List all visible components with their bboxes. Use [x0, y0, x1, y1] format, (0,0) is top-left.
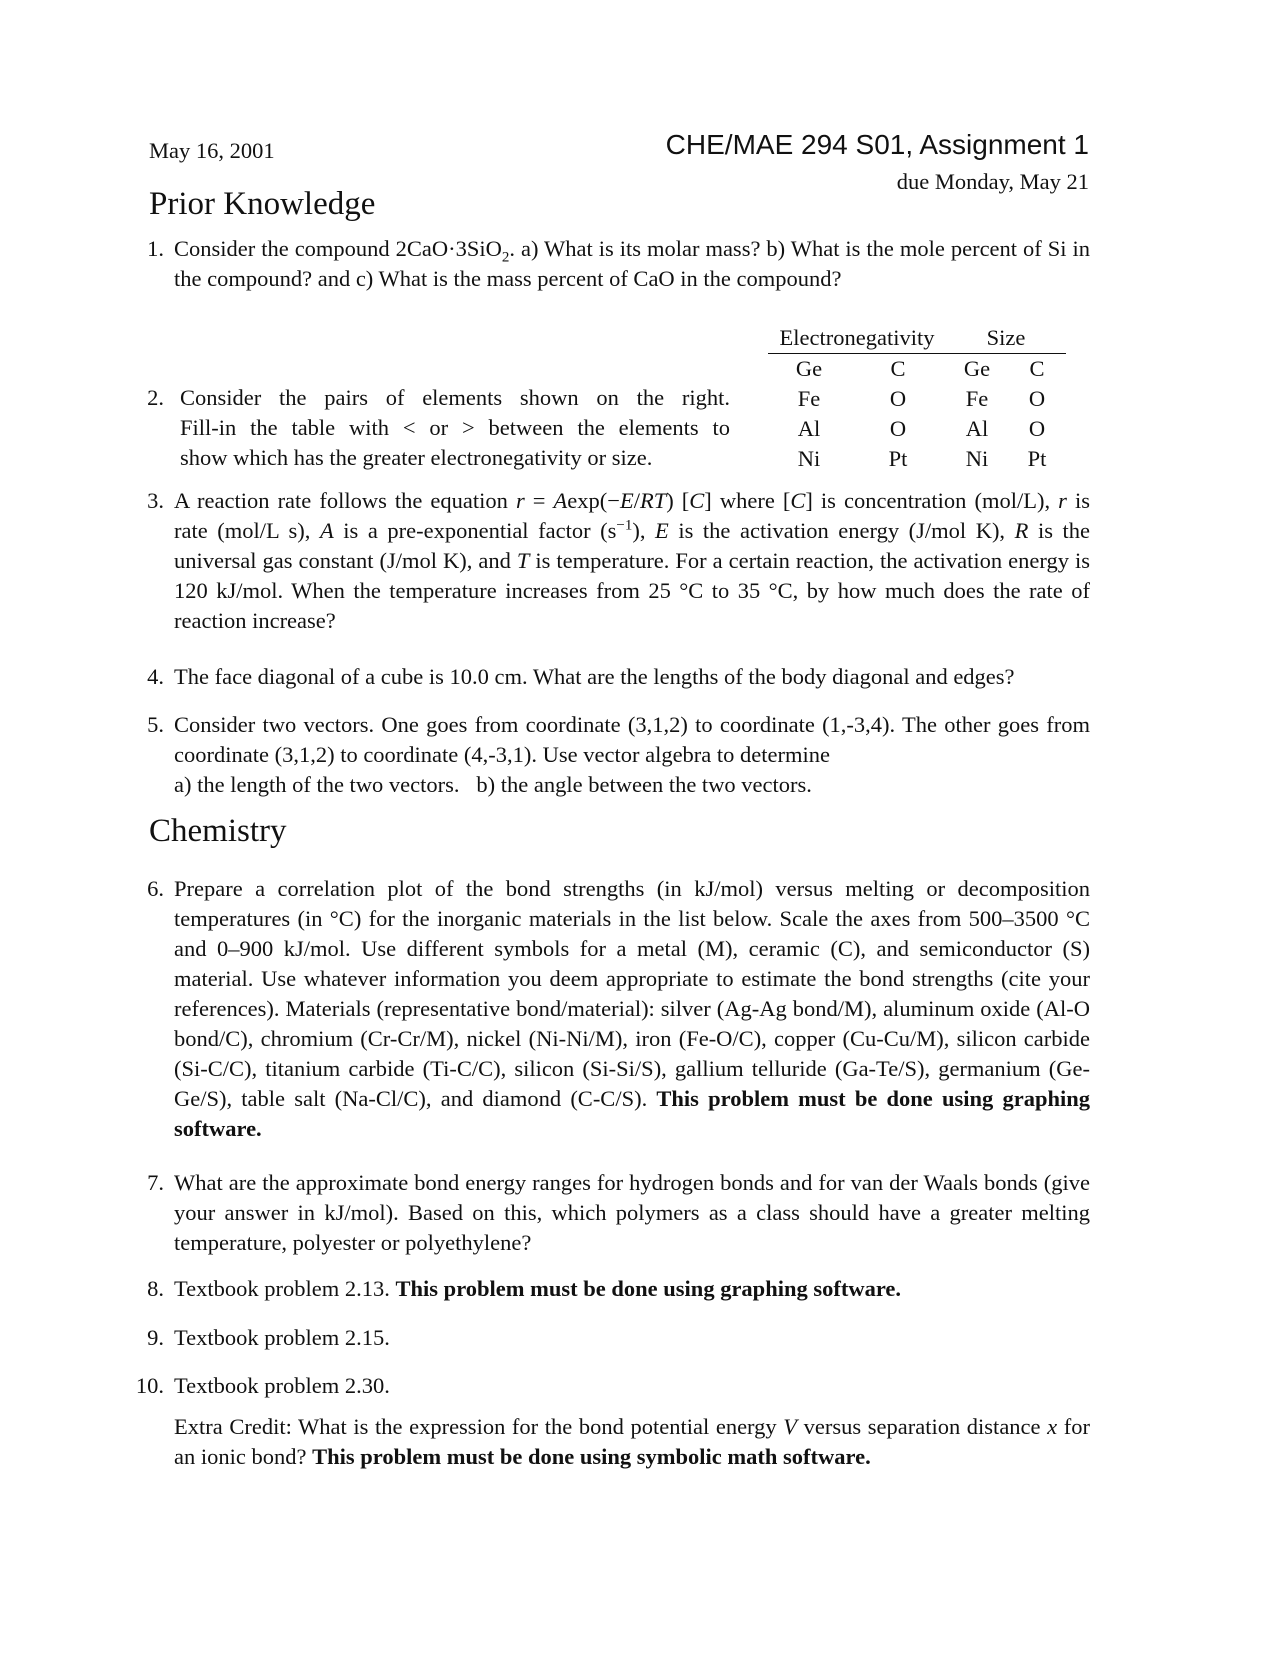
table-row: Al O Al O: [797, 416, 1046, 441]
extra-credit-text: Extra Credit: What is the expression for the bond potential energy V versus separation distance x for an ionic bond? This problem must be done using symbolic math software.: [174, 1414, 1090, 1469]
course-title: CHE/MAE 294 S01, Assignment 1: [665, 129, 1089, 160]
problem-number: 10.: [135, 1373, 164, 1398]
problem-number: 9.: [147, 1325, 164, 1350]
problem-text: Prepare a correlation plot of the bond strengths (in kJ/mol) versus melting or decomposition temperatures (in °C) for the inorganic materials in the list below. Scale the axes from 500–3500 °C and 0–900 kJ/mol. Use different symbols for a metal (M), ceramic (C), and semiconductor (S) material. Use whatever information you deem appropriate to estimate the bond strengths (cite your references). Materials (representative bond/material): silver (Ag-Ag bond/M), aluminum oxide (Al-O bond/C), chromium (Cr-Cr/M), nickel (Ni-Ni/M), iron (Fe-O/C), copper (Cu-Cu/M), silicon carbide (Si-C/C), titanium carbide (Ti-C/C), silicon (Si-Si/S), gallium telluride (Ga-Te/S), germanium (Ge-Ge/S), table salt (Na-Cl/C), and diamond (C-C/S). This problem must be done using graphing software.: [174, 876, 1090, 1141]
problem-number: 1.: [147, 236, 164, 261]
problem-text: What are the approximate bond energy ranges for hydrogen bonds and for van der Waals bonds (give your answer in kJ/mol). Based on this, which polymers as a class should have a greater melting temperature, polyester or polyethylene?: [174, 1170, 1090, 1255]
table-header-size: Size: [946, 323, 1066, 354]
problem-2: [130, 383, 730, 473]
problem-text: Consider two vectors. One goes from coordinate (3,1,2) to coordinate (1,-3,4). The other goes from coordinate (3,1,2) to coordinate (4,-3,1). Use vector algebra to determine a) the length of the two vectors. b) the angle between the two vectors.: [174, 712, 1090, 797]
problem-number: 4.: [147, 664, 164, 689]
problem-8: [130, 1274, 1090, 1304]
problem-text: Textbook problem 2.30.: [174, 1373, 390, 1398]
problem-3: [130, 486, 1090, 636]
problem-text: Textbook problem 2.13. This problem must be done using graphing software.: [174, 1276, 902, 1301]
section-heading-chemistry: Chemistry: [149, 813, 287, 849]
problem-5: [130, 710, 1090, 800]
problem-10: [130, 1371, 1090, 1401]
table-row: Fe O Fe O: [797, 386, 1046, 411]
extra-credit: [130, 1412, 1090, 1472]
problem-6: [130, 874, 1090, 1144]
element-comparison-table: [768, 323, 1066, 474]
problem-4: [130, 662, 1090, 692]
table-header-row: [768, 323, 1066, 354]
problem-number: 5.: [147, 712, 164, 737]
problem-text: Consider the compound 2CaO·3SiO$_2$. a) What is its molar mass? b) What is the mole percent of Si in the compound? and c) What is the mass percent of CaO in the compound?: [174, 236, 1090, 291]
problem-text: A reaction rate follows the equation r = Aexp(−E/RT) [C] where [C] is concentration (mol/L), r is rate (mol/L s), A is a pre-exponential factor $(s^{-1})$, E is the activation energy (J/mol K), R is the universal gas constant (J/mol K), and T is temperature. For a certain reaction, the activation energy is 120 kJ/mol. When the temperature increases from 25 °C to 35 °C, by how much does the rate of reaction increase?: [174, 488, 1090, 633]
problem-1: [130, 234, 1090, 294]
problem-text: Consider the pairs of elements shown on the right. Fill-in the table with < or > between the elements to show which has the greater electronegativity or size.: [180, 385, 730, 470]
table-header-electronegativity: Electronegativity: [768, 323, 946, 354]
date: May 16, 2001: [149, 138, 275, 163]
due-date: due Monday, May 21: [896, 169, 1089, 194]
problem-number: 7.: [147, 1170, 164, 1195]
problem-number: 8.: [147, 1276, 164, 1301]
problem-9: [130, 1323, 1090, 1353]
problem-number: 2.: [147, 385, 164, 410]
table-row: Ni Pt Ni Pt: [797, 446, 1047, 471]
problem-number: 6.: [147, 876, 164, 901]
problem-text: The face diagonal of a cube is 10.0 cm. What are the lengths of the body diagonal and edges?: [174, 664, 1015, 689]
section-heading-prior-knowledge: Prior Knowledge: [149, 186, 376, 222]
table-row: Ge C Ge C: [795, 356, 1045, 381]
problem-7: [130, 1168, 1090, 1258]
problem-text: Textbook problem 2.15.: [174, 1325, 390, 1350]
problem-number: 3.: [147, 488, 164, 513]
